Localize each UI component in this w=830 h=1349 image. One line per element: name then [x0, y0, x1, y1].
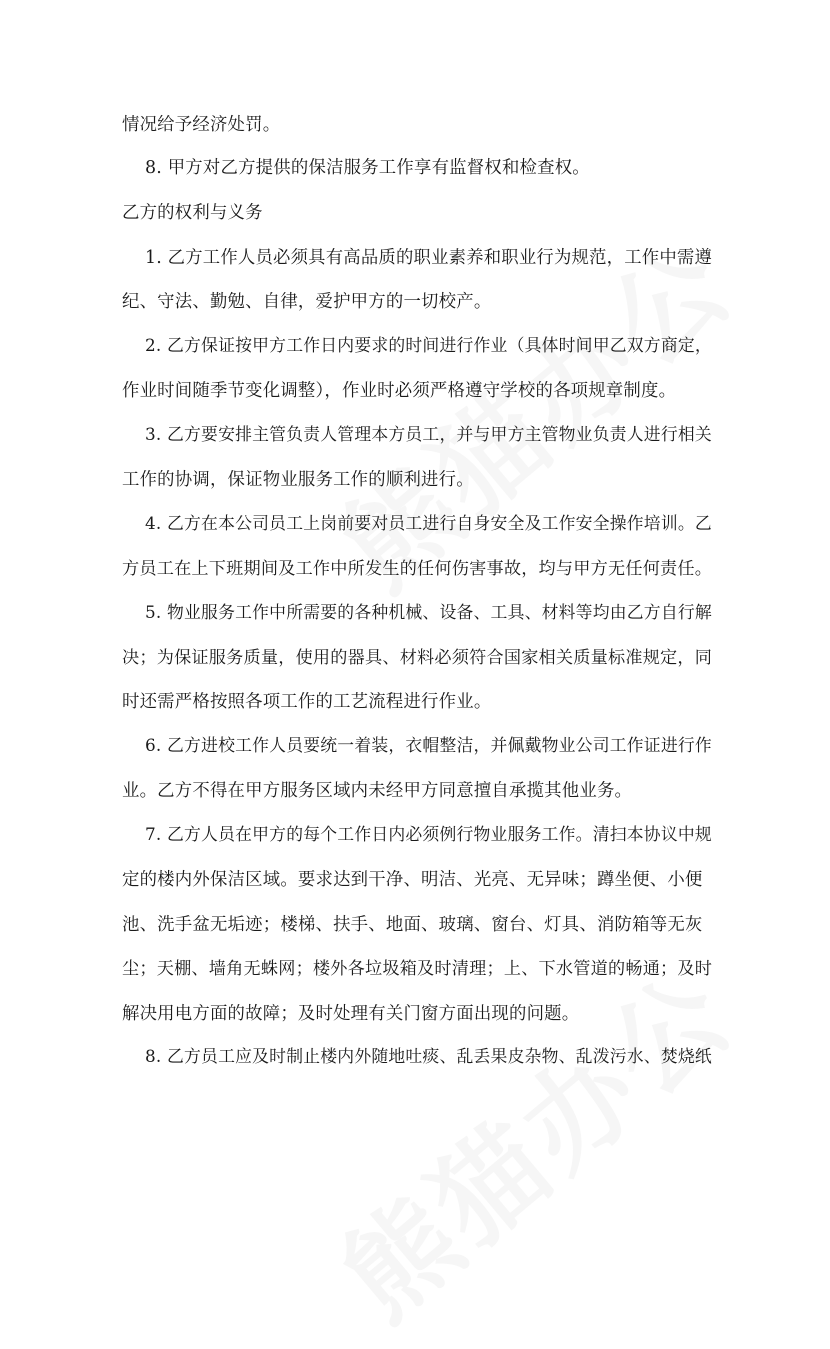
watermark [303, 929, 760, 1348]
paragraph-line: 1. 乙方工作人员必须具有高品质的职业素养和职业行为规范，工作中需遵 [145, 248, 713, 268]
paragraph-line: 定的楼内外保洁区域。要求达到干净、明洁、光亮、无异味；蹲坐便、小便 [122, 870, 703, 890]
paragraph-line: 7. 乙方人员在甲方的每个工作日内必须例行物业服务工作。清扫本协议中规 [145, 824, 712, 844]
paragraph-line: 业。乙方不得在甲方服务区域内未经甲方同意擅自承揽其他业务。 [122, 781, 633, 801]
paragraph-line: 4. 乙方在本公司员工上岗前要对员工进行自身安全及工作安全操作培训。乙 [145, 513, 712, 533]
paragraph-line: 3. 乙方要安排主管负责人管理本方员工，并与甲方主管物业负责人进行相关 [145, 424, 712, 444]
paragraph-line: 作业时间随季节变化调整），作业时必须严格遵守学校的各项规章制度。 [122, 381, 677, 401]
paragraph-line: 解决用电方面的故障；及时处理有关门窗方面出现的问题。 [122, 1004, 580, 1024]
paragraph-line: 决；为保证服务质量，使用的器具、材料必须符合国家相关质量标准规定，同 [122, 648, 713, 668]
paragraph-line: 尘；天棚、墙角无蛛网；楼外各垃圾箱及时清理；上、下水管道的畅通；及时 [122, 959, 713, 979]
paragraph-line: 工作的协调，保证物业服务工作的顺利进行。 [122, 470, 474, 490]
paragraph-line: 时还需严格按照各项工作的工艺流程进行作业。 [122, 692, 492, 712]
paragraph-line: 池、洗手盆无垢迹；楼梯、扶手、地面、玻璃、窗台、灯具、消防箱等无灰 [122, 915, 703, 935]
paragraph-line: 8. 乙方员工应及时制止楼内外随地吐痰、乱丢果皮杂物、乱泼污水、焚烧纸 [145, 1046, 712, 1066]
paragraph-line: 6. 乙方进校工作人员要统一着装，衣帽整洁，并佩戴物业公司工作证进行作 [145, 735, 712, 755]
paragraph-line: 情况给予经济处罚。 [122, 115, 281, 135]
paragraph-line: 2. 乙方保证按甲方工作日内要求的时间进行作业（具体时间甲乙双方商定， [145, 335, 712, 355]
paragraph-line: 5. 物业服务工作中所需要的各种机械、设备、工具、材料等均由乙方自行解 [145, 602, 712, 622]
paragraph-line: 方员工在上下班期间及工作中所发生的任何伤害事故，均与甲方无任何责任。 [122, 559, 713, 579]
paragraph-line: 纪、守法、勤勉、自律，爱护甲方的一切校产。 [122, 292, 492, 312]
paragraph-line: 8. 甲方对乙方提供的保洁服务工作享有监督权和检查权。 [145, 158, 590, 178]
section-heading: 乙方的权利与义务 [122, 203, 263, 223]
